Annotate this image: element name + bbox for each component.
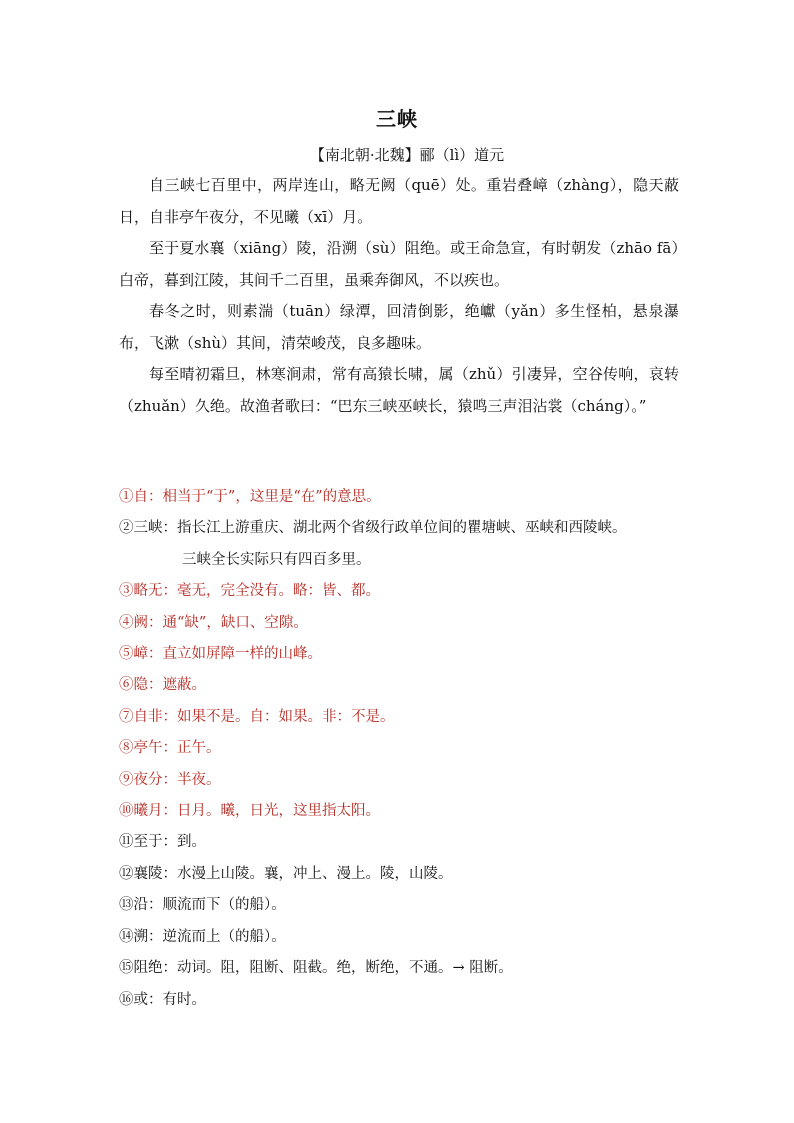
note-3: ③略无：毫无，完全没有。略：皆、都。 (119, 583, 380, 600)
note-4: ④阙：通“缺”，缺口、空隙。 (119, 614, 308, 631)
main-text (119, 170, 679, 422)
note-8: ⑧亭午：正午。 (119, 740, 221, 757)
note-13: ⑬沿：顺流而下（的船）。 (119, 897, 286, 914)
note-1: ①自：相当于“于”，这里是“在”的意思。 (119, 489, 381, 505)
note-9: ⑨夜分：半夜。 (119, 771, 221, 788)
note-5: ⑤嶂：直立如屏障一样的山峰。 (119, 646, 322, 663)
note-14: ⑭溯：逆流而上（的船）。 (119, 928, 286, 945)
author-line: 【南北朝·北魏】郦（lì）道元 (309, 146, 505, 164)
note-16: ⑯或：有时。 (119, 991, 206, 1008)
paragraph-2: 至于夏水襄（xiāng）陵，沿溯（sù）阻绝。或王命急宣，有时朝发（zhāo fā）白帝，暮到江陵，其间千二百里，虽乘奔御风，不以疾也。 (119, 239, 679, 289)
note-10: ⑩曦月：日月。曦，日光，这里指太阳。 (119, 803, 380, 820)
paragraph-3: 春冬之时，则素湍（tuān）绿潭，回清倒影，绝巘（yǎn）多生怪柏，悬泉瀑布，飞漱（shù）其间，清荣峻茂，良多趣味。 (119, 302, 679, 352)
note-12: ⑫襄陵：水漫上山陵。襄，冲上、漫上。陵，山陵。 (119, 865, 453, 882)
annotations-list (119, 482, 694, 1016)
note-11: ⑪至于：到。 (119, 834, 206, 851)
paragraph-4: 每至晴初霜旦，林寒涧肃，常有高猿长啸，属（zhǔ）引凄异，空谷传响，哀转（zhuǎn）久绝。故渔者歌曰：“巴东三峡巫峡长，猿鸣三声泪沾裳（cháng）。” (119, 365, 679, 415)
note-2: ②三峡：指长江上游重庆、湖北两个省级行政单位间的瞿塘峡、巫峡和西陵峡。 (119, 520, 627, 537)
document-title: 三峡 (376, 107, 418, 131)
note-7: ⑦自非：如果不是。自：如果。非：不是。 (119, 708, 395, 725)
note-2-continuation: 三峡全长实际只有四百多里。 (182, 551, 371, 568)
note-6: ⑥隐：遮蔽。 (119, 677, 206, 694)
paragraph-1: 自三峡七百里中，两岸连山，略无阙（quē）处。重岩叠嶂（zhàng），隐天蔽日，自非亭午夜分，不见曦（xī）月。 (119, 176, 679, 226)
note-15: ⑮阻绝：动词。阻，阻断、阻截。绝，断绝，不通。→ 阻断。 (119, 960, 513, 977)
